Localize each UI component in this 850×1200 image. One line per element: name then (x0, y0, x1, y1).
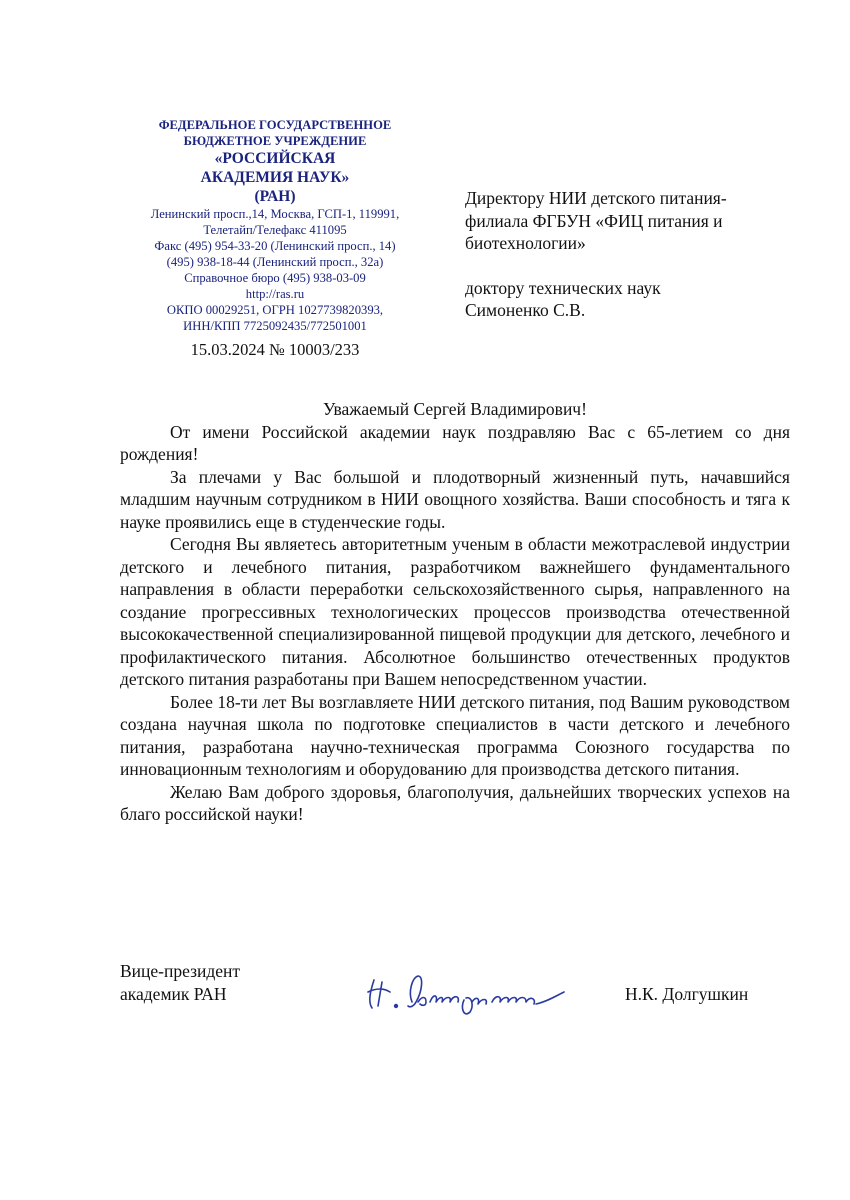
org-codes-line2: ИНН/КПП 7725092435/772501001 (183, 319, 367, 333)
addressee-line2: филиала ФГБУН «ФИЦ питания и (465, 210, 723, 231)
letter-body (120, 398, 790, 826)
addressee-line5: Симоненко С.В. (465, 300, 586, 320)
org-codes-line1: ОКПО 00029251, ОГРН 1027739820393, (166, 303, 384, 317)
letterhead (112, 117, 438, 360)
org-abbreviation: (РАН) (254, 188, 296, 205)
letter-paragraph: Более 18-ти лет Вы возглавляете НИИ детского питания, под Вашим руководством создана научная школа по подготовке специалистов в части детского и лечебного питания, разработана научно-техническая программа Союзного государства по инновационным технологиям и оборудованию для производства детского питания. (120, 691, 790, 779)
addressee-spacer (465, 255, 825, 277)
org-name-line4: АКАДЕМИЯ НАУК» (200, 169, 350, 186)
org-address: Ленинский просп.,14, Москва, ГСП-1, 119991, (150, 207, 400, 221)
addressee-block (465, 187, 825, 322)
letter-paragraph: Сегодня Вы являетесь авторитетным ученым в области межотраслевой индустрии детского и лечебного питания, разработчиком важнейшего фундаментального направления в области переработки сельскохозяйственного сырья, направленного на создание прогрессивных технологических процессов производства отечественной высококачественной специализированной пищевой продукции для детского, лечебного и профилактического питания. Абсолютное большинство отечественных продуктов детского питания разработаны при Вашем непосредственном участии. (120, 534, 790, 689)
letter-paragraph: За плечами у Вас большой и плодотворный жизненный путь, начавшийся младшим научным сотрудником в НИИ овощного хозяйства. Ваши способность и тяга к науке проявились еще в студенческие годы. (120, 466, 790, 532)
org-website: http://ras.ru (245, 287, 305, 301)
signatory-block (120, 960, 240, 1006)
letter-date-number: 15.03.2024 № 10003/233 (190, 340, 360, 359)
addressee-line3: биотехнологии» (465, 233, 586, 253)
letter-paragraph: Желаю Вам доброго здоровья, благополучия, дальнейших творческих успехов на благо российской науки! (120, 781, 790, 824)
org-name-line2: БЮДЖЕТНОЕ УЧРЕЖДЕНИЕ (183, 134, 367, 148)
letter-greeting: Уважаемый Сергей Владимирович! (323, 399, 587, 419)
signatory-name: Н.К. Долгушкин (625, 984, 749, 1004)
org-name-line1: ФЕДЕРАЛЬНОЕ ГОСУДАРСТВЕННОЕ (158, 118, 392, 132)
org-teletype: Телетайп/Телефакс 411095 (203, 223, 347, 237)
addressee-line4: доктору технических наук (465, 277, 661, 298)
org-name-line3: «РОССИЙСКАЯ (214, 150, 336, 167)
signatory-position: Вице-президент (120, 961, 241, 981)
signatory-title: академик РАН (120, 984, 227, 1004)
org-phone: (495) 938-18-44 (Ленинский просп., 32а) (166, 255, 384, 269)
handwritten-signature (360, 962, 580, 1022)
addressee-line1: Директору НИИ детского питания- (465, 188, 727, 208)
org-fax: Факс (495) 954-33-20 (Ленинский просп., 14) (154, 239, 396, 253)
letter-paragraph: От имени Российской академии наук поздравляю Вас с 65-летием со дня рождения! (120, 421, 790, 464)
org-info-desk: Справочное бюро (495) 938-03-09 (184, 271, 366, 285)
